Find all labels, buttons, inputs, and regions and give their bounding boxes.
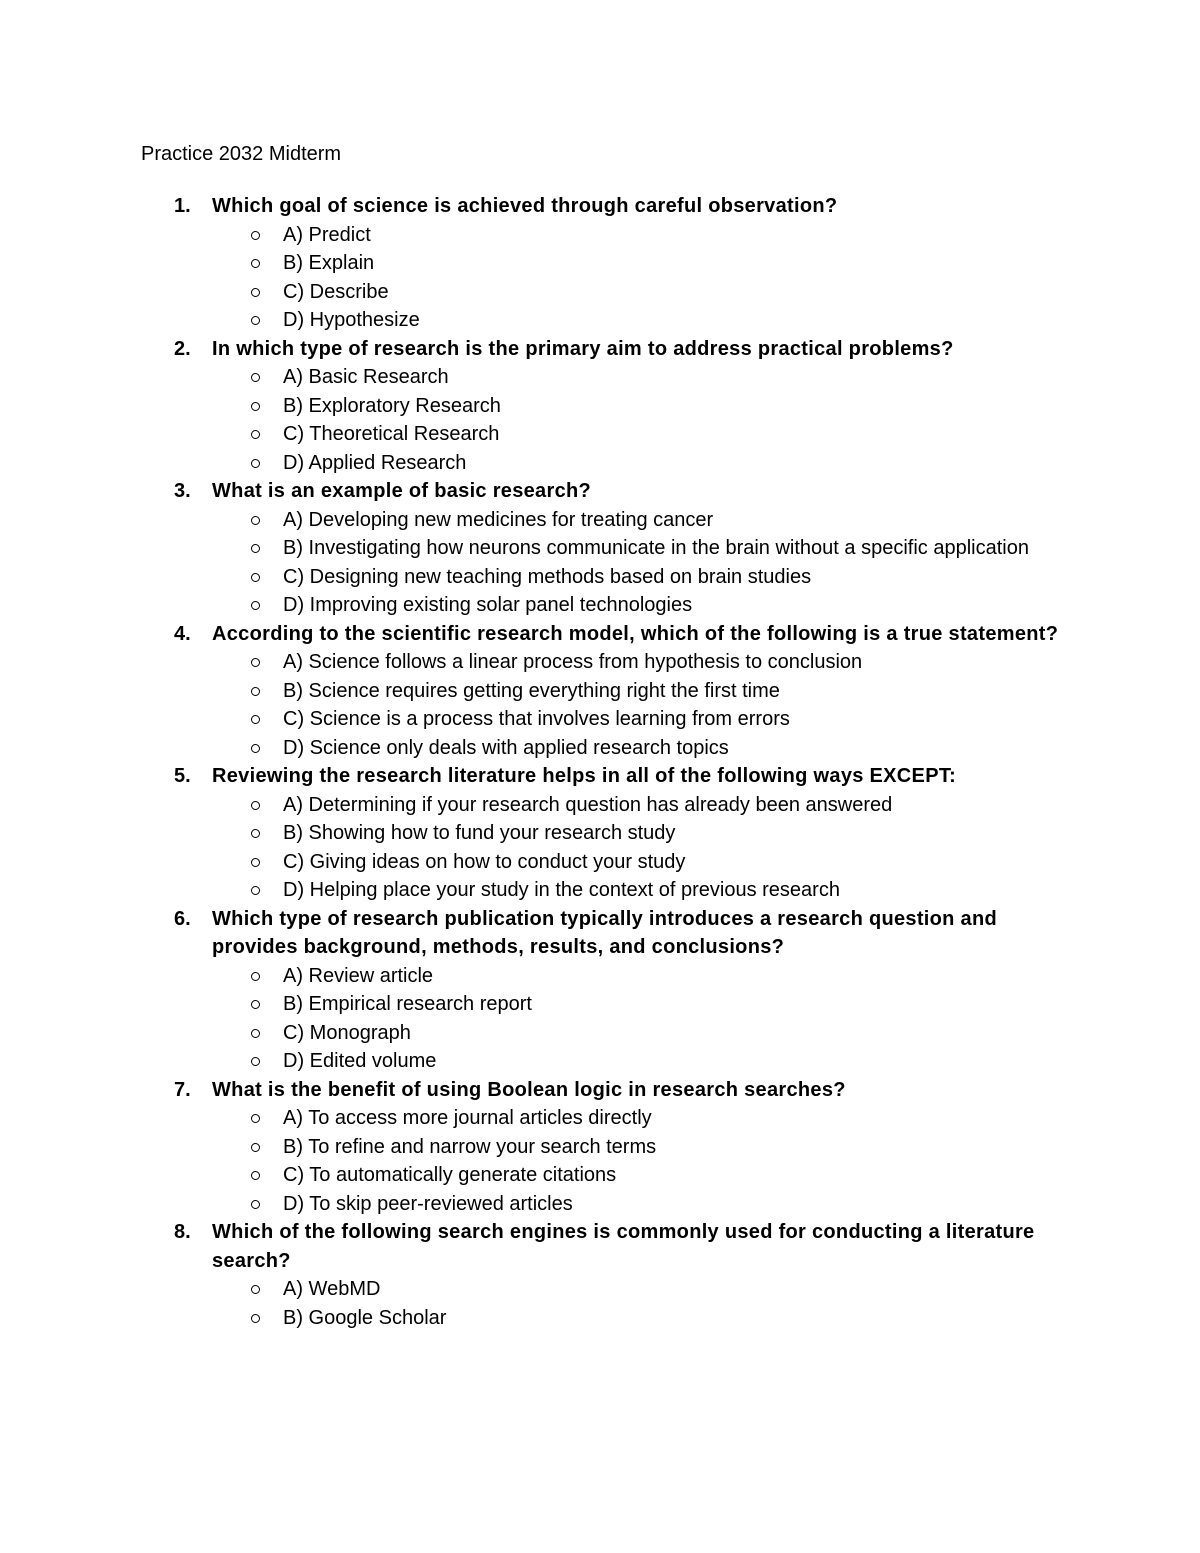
question-text: According to the scientific research model, which of the following is a true statement? <box>212 622 1059 645</box>
option-text: C) Designing new teaching methods based on brain studies <box>283 565 812 588</box>
question-number: 5. <box>174 765 191 787</box>
option-text: A) Determining if your research question has already been answered <box>283 793 893 816</box>
option-list <box>212 221 1071 335</box>
answer-option <box>212 392 1071 421</box>
hollow-circle-bullet-icon <box>251 687 260 696</box>
page-title: Practice 2032 Midterm <box>141 143 342 165</box>
question-text: What is the benefit of using Boolean logic in research searches? <box>212 1078 846 1101</box>
document-page <box>141 140 1071 1332</box>
hollow-circle-bullet-icon <box>251 430 260 439</box>
hollow-circle-bullet-icon <box>251 1000 260 1009</box>
hollow-circle-bullet-icon <box>251 316 260 325</box>
answer-option <box>212 1104 1071 1133</box>
hollow-circle-bullet-icon <box>251 715 260 724</box>
option-text: D) Helping place your study in the context of previous research <box>283 879 840 901</box>
question-item <box>141 905 1071 1076</box>
option-text: B) Exploratory Research <box>283 394 501 417</box>
answer-option <box>212 449 1071 478</box>
option-text: A) Predict <box>283 223 371 246</box>
option-text: B) Science requires getting everything right the first time <box>283 679 780 702</box>
answer-option <box>212 534 1071 563</box>
option-text: A) Science follows a linear process from hypothesis to conclusion <box>283 651 863 673</box>
option-text: C) Theoretical Research <box>283 423 500 445</box>
answer-option <box>212 1275 1071 1304</box>
answer-option <box>212 1019 1071 1048</box>
option-text: D) Improving existing solar panel technologies <box>283 594 693 616</box>
question-item <box>141 1076 1071 1219</box>
option-text: C) To automatically generate citations <box>283 1164 617 1186</box>
option-text: D) Applied Research <box>283 451 467 474</box>
question-item <box>141 477 1071 620</box>
option-text: A) To access more journal articles directly <box>283 1107 652 1129</box>
answer-option <box>212 591 1071 620</box>
question-list <box>141 192 1071 1332</box>
question-item <box>141 335 1071 478</box>
answer-option <box>212 876 1071 905</box>
answer-option <box>212 734 1071 763</box>
hollow-circle-bullet-icon <box>251 516 260 525</box>
option-list <box>212 1275 1071 1332</box>
answer-option <box>212 278 1071 307</box>
hollow-circle-bullet-icon <box>251 259 260 268</box>
answer-option <box>212 848 1071 877</box>
hollow-circle-bullet-icon <box>251 402 260 411</box>
option-text: C) Science is a process that involves learning from errors <box>283 708 790 730</box>
option-text: B) Showing how to fund your research study <box>283 822 676 844</box>
option-list <box>212 506 1071 620</box>
question-number: 4. <box>174 622 191 645</box>
answer-option <box>212 563 1071 592</box>
question-text: Which goal of science is achieved through careful observation? <box>212 195 838 217</box>
hollow-circle-bullet-icon <box>251 373 260 382</box>
option-text: D) Science only deals with applied research topics <box>283 736 729 759</box>
answer-option <box>212 221 1071 250</box>
answer-option <box>212 249 1071 278</box>
option-text: B) To refine and narrow your search terms <box>283 1135 657 1158</box>
hollow-circle-bullet-icon <box>251 573 260 582</box>
question-item <box>141 620 1071 763</box>
answer-option <box>212 990 1071 1019</box>
option-text: A) Developing new medicines for treating cancer <box>283 508 714 531</box>
option-text: B) Google Scholar <box>283 1306 447 1329</box>
hollow-circle-bullet-icon <box>251 829 260 838</box>
answer-option <box>212 506 1071 535</box>
question-text: What is an example of basic research? <box>212 480 592 502</box>
option-text: B) Investigating how neurons communicate in the brain without a specific application <box>283 537 1029 559</box>
question-number: 3. <box>174 480 191 502</box>
answer-option <box>212 1190 1071 1219</box>
hollow-circle-bullet-icon <box>251 1057 260 1066</box>
hollow-circle-bullet-icon <box>251 288 260 297</box>
question-text: Which type of research publication typically introduces a research question and provides background, methods, results, and conclusions? <box>212 907 997 958</box>
question-number: 2. <box>174 337 191 360</box>
hollow-circle-bullet-icon <box>251 544 260 553</box>
answer-option <box>212 1161 1071 1190</box>
option-text: C) Giving ideas on how to conduct your study <box>283 850 686 873</box>
answer-option <box>212 791 1071 820</box>
hollow-circle-bullet-icon <box>251 658 260 667</box>
hollow-circle-bullet-icon <box>251 858 260 867</box>
option-list <box>212 962 1071 1076</box>
hollow-circle-bullet-icon <box>251 744 260 753</box>
question-number: 7. <box>174 1078 191 1101</box>
question-number: 1. <box>174 195 191 217</box>
hollow-circle-bullet-icon <box>251 886 260 895</box>
hollow-circle-bullet-icon <box>251 1171 260 1180</box>
hollow-circle-bullet-icon <box>251 1029 260 1038</box>
answer-option <box>212 819 1071 848</box>
option-list <box>212 363 1071 477</box>
question-number: 6. <box>174 907 191 930</box>
answer-option <box>212 1047 1071 1076</box>
answer-option <box>212 1304 1071 1333</box>
hollow-circle-bullet-icon <box>251 459 260 468</box>
hollow-circle-bullet-icon <box>251 972 260 981</box>
option-text: A) Basic Research <box>283 366 449 388</box>
question-item <box>141 1218 1071 1332</box>
answer-option <box>212 363 1071 392</box>
answer-option <box>212 648 1071 677</box>
hollow-circle-bullet-icon <box>251 1143 260 1152</box>
option-text: A) WebMD <box>283 1278 381 1300</box>
hollow-circle-bullet-icon <box>251 231 260 240</box>
question-number: 8. <box>174 1221 191 1243</box>
option-text: B) Explain <box>283 252 375 274</box>
hollow-circle-bullet-icon <box>251 601 260 610</box>
answer-option <box>212 962 1071 991</box>
option-text: C) Describe <box>283 280 389 303</box>
option-list <box>212 1104 1071 1218</box>
hollow-circle-bullet-icon <box>251 1200 260 1209</box>
option-list <box>212 791 1071 905</box>
hollow-circle-bullet-icon <box>251 801 260 810</box>
answer-option <box>212 420 1071 449</box>
question-item <box>141 762 1071 905</box>
hollow-circle-bullet-icon <box>251 1314 260 1323</box>
answer-option <box>212 677 1071 706</box>
option-list <box>212 648 1071 762</box>
option-text: C) Monograph <box>283 1021 411 1044</box>
option-text: D) To skip peer-reviewed articles <box>283 1192 573 1215</box>
option-text: B) Empirical research report <box>283 993 532 1015</box>
question-item <box>141 192 1071 335</box>
hollow-circle-bullet-icon <box>251 1285 260 1294</box>
question-text: Which of the following search engines is commonly used for conducting a literature search? <box>212 1221 1035 1272</box>
hollow-circle-bullet-icon <box>251 1114 260 1123</box>
answer-option <box>212 705 1071 734</box>
question-text: In which type of research is the primary aim to address practical problems? <box>212 337 954 360</box>
option-text: D) Hypothesize <box>283 309 420 331</box>
question-text: Reviewing the research literature helps in all of the following ways EXCEPT: <box>212 765 957 787</box>
option-text: A) Review article <box>283 964 434 987</box>
option-text: D) Edited volume <box>283 1050 437 1072</box>
answer-option <box>212 1133 1071 1162</box>
answer-option <box>212 306 1071 335</box>
